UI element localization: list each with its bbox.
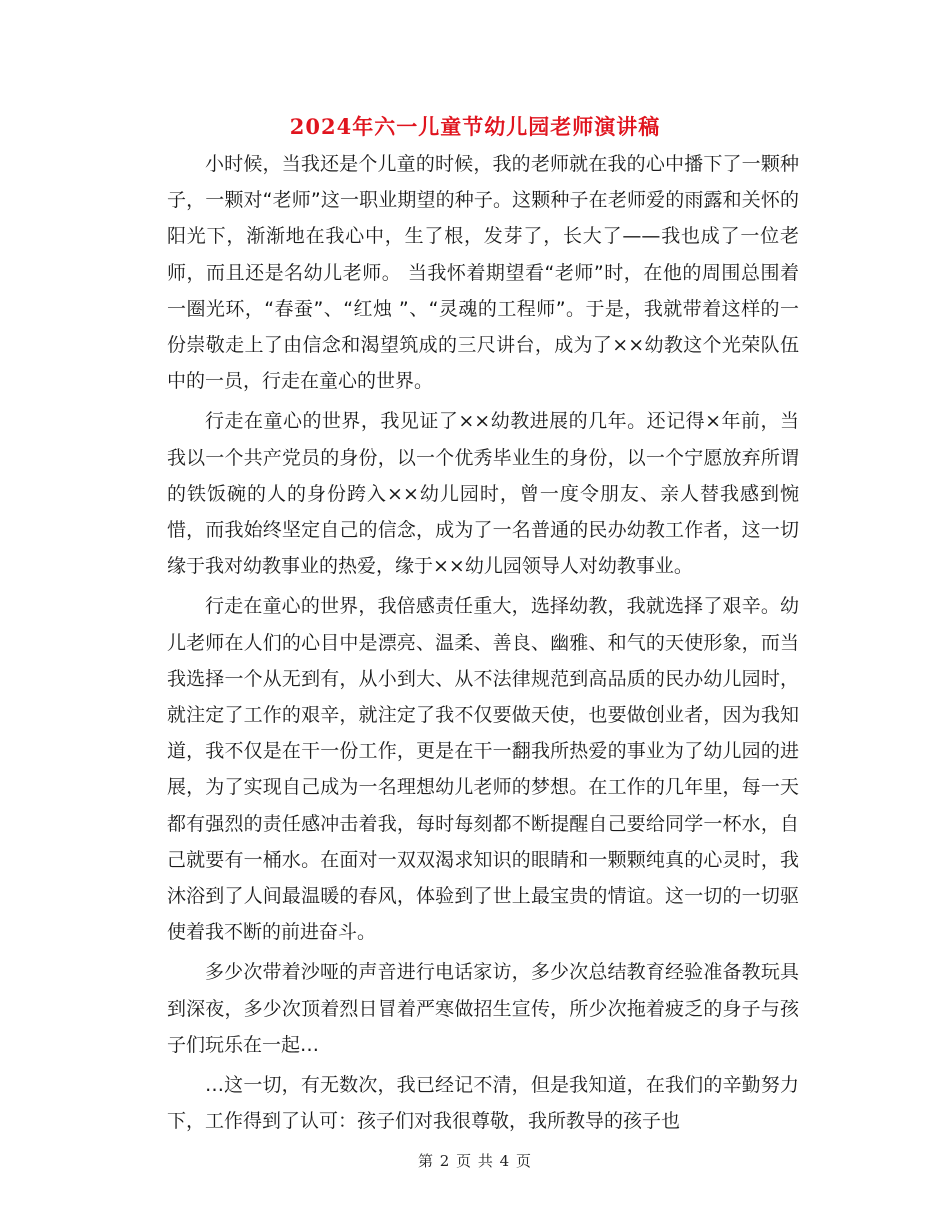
paragraph: …这一切，有无数次，我已经记不清，但是我知道，在我们的辛勤努力下，工作得到了认可：孩子们对我很尊敬，我所教导的孩子也 [167, 1074, 799, 1133]
paragraph: 行走在童心的世界，我倍感责任重大，选择幼教，我就选择了艰辛。幼儿老师在人们的心目中是漂亮、温柔、善良、幽雅、和气的天使形象，而当我选择一个从无到有，从小到大、从不法律规范到高品质的民办幼儿园时，就注定了工作的艰辛，就注定了我不仅要做天使，也要做创业者，因为我知道，我不仅是在干一份工作，更是在干一翻我所热爱的事业为了幼儿园的进展，为了实现自己成为一名理想幼儿老师的梦想。在工作的几年里，每一天都有强烈的责任感冲击着我，每时每刻都不断提醒自己要给同学一杯水，自己就要有一桶水。在面对一双双渴求知识的眼睛和一颗颗纯真的心灵时，我沐浴到了人间最温暖的春风，体验到了世上最宝贵的情谊。这一切的一切驱使着我不断的前进奋斗。 [167, 595, 799, 944]
paragraph: 多少次带着沙哑的声音进行电话家访，多少次总结教育经验准备教玩具到深夜，多少次顶着烈日冒着严寒做招生宣传，所少次拖着疲乏的身子与孩子们玩乐在一起… [167, 961, 799, 1056]
document-title: 2024年六一儿童节幼儿园老师演讲稿 [289, 114, 661, 139]
page-number-footer: 第 2 页 共 4 页 [418, 1152, 532, 1170]
paragraph: 行走在童心的世界，我见证了××幼教进展的几年。还记得×年前，当我以一个共产党员的身份，以一个优秀毕业生的身份，以一个宁愿放弃所谓的铁饭碗的人的身份跨入××幼儿园时，曾一度令朋友、亲人替我感到惋惜，而我始终坚定自己的信念，成为了一名普通的民办幼教工作者，这一切缘于我对幼教事业的热爱，缘于××幼儿园领导人对幼教事业。 [167, 410, 799, 578]
paragraph: 小时候，当我还是个儿童的时候，我的老师就在我的心中播下了一颗种子，一颗对“老师”这一职业期望的种子。这颗种子在老师爱的雨露和关怀的阳光下，渐渐地在我心中，生了根，发芽了，长大了——我也成了一位老师，而且还是名幼儿老师。 当我怀着期望看“老师”时，在他的周围总围着一圈光环，“春蚕”、“红烛 ”、“灵魂的工程师”。于是，我就带着这样的一份崇敬走上了由信念和渴望筑成的三尺讲台，成为了××幼教这个光荣队伍中的一员，行走在童心的世界。 [167, 153, 799, 393]
document-body [167, 146, 799, 1143]
